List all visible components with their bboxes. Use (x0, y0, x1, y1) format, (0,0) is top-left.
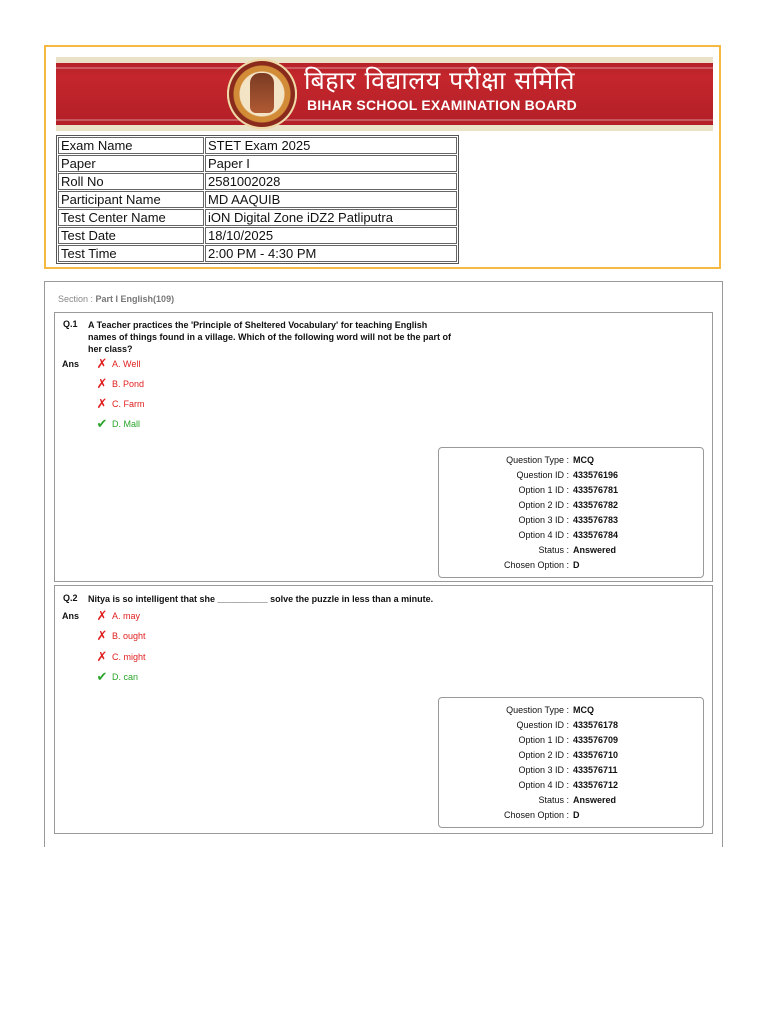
board-seal-logo (227, 59, 297, 129)
section-name: Part I English(109) (95, 294, 175, 304)
option-item (95, 397, 145, 411)
option-item (95, 650, 146, 664)
cross-mark-icon: ✗ (96, 356, 108, 371)
check-mark-icon: ✔ (96, 669, 108, 684)
option-text: B. Pond (112, 379, 145, 389)
question-type-value: MCQ (573, 455, 594, 465)
option-text: A. Well (112, 359, 141, 369)
info-row (58, 245, 457, 262)
info-label: Test Center Name (58, 209, 204, 226)
info-value: 2581002028 (205, 173, 457, 190)
question-meta-panel: Question Type : MCQ Question ID : 433576196 Option 1 ID : 433576781 Option 2 ID : 433576782 Option 3 ID : 433576783 Option 4 ID : 433576784 Status : Answered Chosen Option : D (438, 447, 704, 578)
info-value: Paper I (205, 155, 457, 172)
info-row (58, 227, 457, 244)
question-text: Nitya is so intelligent that she __________ solve the puzzle in less than a minute. (88, 594, 434, 604)
option-text: B. ought (112, 631, 146, 641)
check-mark-icon: ✔ (96, 416, 108, 431)
info-label: Test Date (58, 227, 204, 244)
candidate-info-table (56, 135, 459, 264)
info-label: Test Time (58, 245, 204, 262)
info-value: iON Digital Zone iDZ2 Patliputra (205, 209, 457, 226)
question-number: Q.2 (63, 593, 78, 603)
question-type-value: MCQ (573, 705, 594, 715)
info-value: 18/10/2025 (205, 227, 457, 244)
question-card (54, 312, 713, 582)
chosen-option-value: D (573, 810, 580, 820)
info-label: Paper (58, 155, 204, 172)
board-name-hindi: बिहार विद्यालय परीक्षा समिति (304, 66, 575, 95)
cross-mark-icon: ✗ (96, 628, 108, 643)
option-4-id-value: 433576784 (573, 530, 619, 540)
question-text: A Teacher practices the 'Principle of Sheltered Vocabulary' for teaching English names of things found in a village. Which of the following word will not be the part of her class? (88, 320, 451, 354)
info-value: STET Exam 2025 (205, 137, 457, 154)
info-row (58, 155, 457, 172)
question-id-value: 433576196 (573, 470, 619, 480)
info-row (58, 191, 457, 208)
info-label: Roll No (58, 173, 204, 190)
option-item (95, 377, 144, 391)
option-3-id-value: 433576783 (573, 515, 619, 525)
section-panel (44, 281, 723, 847)
exam-header (44, 45, 721, 269)
option-text: D. can (112, 672, 139, 682)
cross-mark-icon: ✗ (96, 608, 108, 623)
option-2-id-value: 433576782 (573, 500, 619, 510)
section-title: Section : Part I English(109) (58, 294, 175, 304)
info-row (58, 137, 457, 154)
question-number: Q.1 (63, 319, 78, 329)
option-3-id-value: 433576711 (573, 765, 618, 775)
board-banner (56, 57, 713, 131)
chosen-option-value: D (573, 560, 580, 570)
info-row (58, 173, 457, 190)
option-text: D. Mall (112, 419, 141, 429)
cross-mark-icon: ✗ (96, 396, 108, 411)
option-text: C. might (112, 652, 146, 662)
info-label: Participant Name (58, 191, 204, 208)
board-name-english: BIHAR SCHOOL EXAMINATION BOARD (307, 97, 577, 113)
info-value: 2:00 PM - 4:30 PM (205, 245, 457, 262)
info-label: Exam Name (58, 137, 204, 154)
option-item-correct (95, 417, 140, 431)
status-value: Answered (573, 545, 617, 555)
info-row (58, 209, 457, 226)
option-item (95, 629, 146, 643)
answer-label: Ans (62, 611, 80, 621)
option-item (95, 357, 140, 371)
option-4-id-value: 433576712 (573, 780, 619, 790)
question-card (54, 585, 713, 834)
option-1-id-value: 433576709 (573, 735, 619, 745)
question-id-value: 433576178 (573, 720, 619, 730)
option-text: A. may (112, 611, 141, 621)
option-item (95, 609, 140, 623)
status-value: Answered (573, 795, 617, 805)
info-value: MD AAQUIB (205, 191, 457, 208)
option-text: C. Farm (112, 399, 145, 409)
cross-mark-icon: ✗ (96, 649, 108, 664)
answer-label: Ans (62, 359, 80, 369)
cross-mark-icon: ✗ (96, 376, 108, 391)
option-2-id-value: 433576710 (573, 750, 619, 760)
question-meta-panel: Question Type : MCQ Question ID : 433576178 Option 1 ID : 433576709 Option 2 ID : 433576710 Option 3 ID : 433576711 Option 4 ID : 433576712 Status : Answered Chosen Option : D (438, 697, 704, 828)
option-item-correct (95, 670, 138, 684)
option-1-id-value: 433576781 (573, 485, 619, 495)
